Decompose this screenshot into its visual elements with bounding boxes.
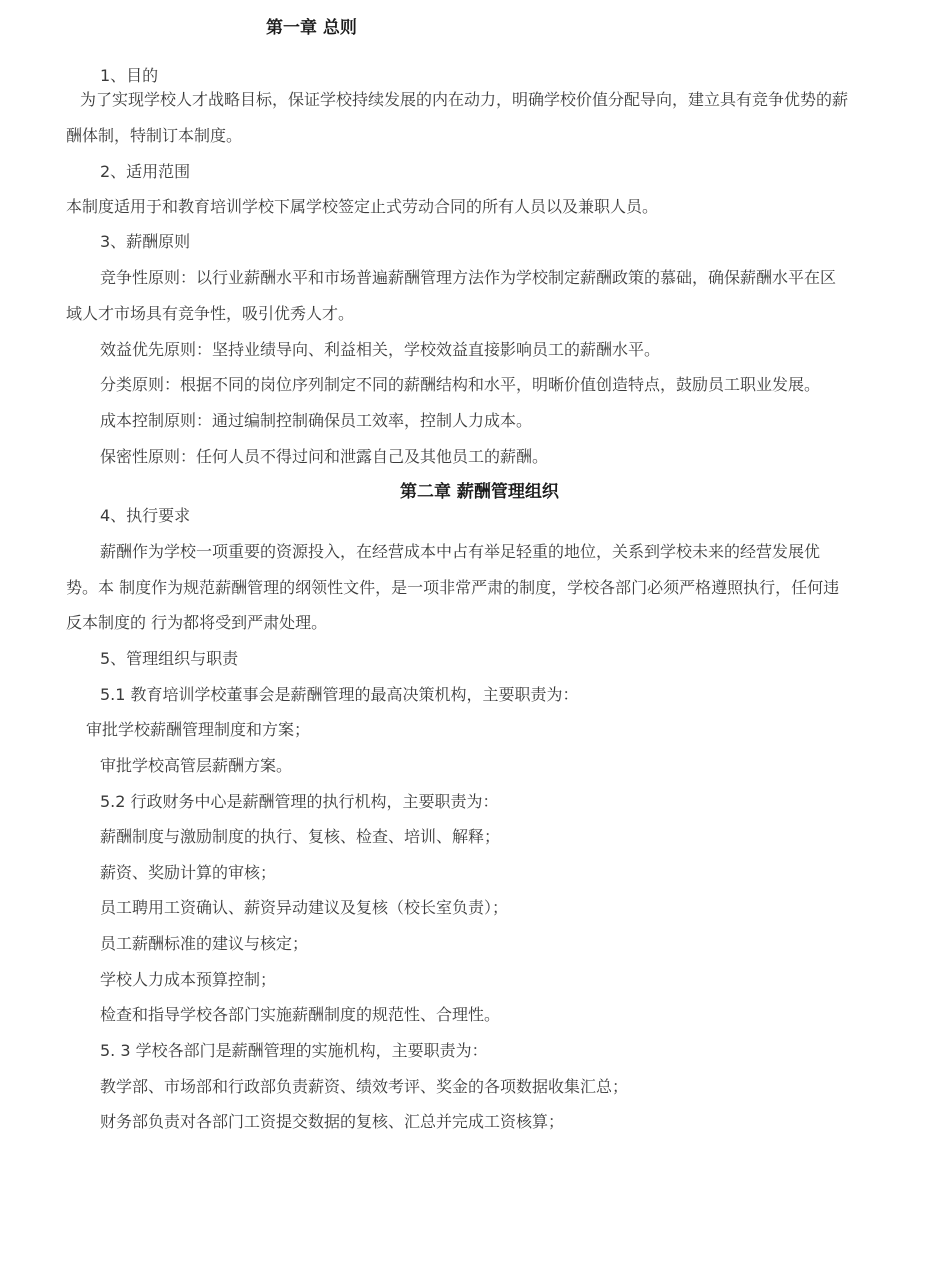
section-5-2-item-e: 学校人力成本预算控制； [100,970,277,989]
section-5-2-item-b: 薪资、奖励计算的审核； [100,863,277,882]
section-5-2-heading: 5.2 行政财务中心是薪酬管理的执行机构，主要职责为： [100,792,499,811]
section-5-1-item-b: 审批学校高管层薪酬方案。 [100,756,293,775]
section-5-1-item-a: 审批学校薪酬管理制度和方案； [86,720,311,739]
principle-competitive-line-2: 域人才市场具有竞争性，吸引优秀人才。 [66,304,355,323]
section-1-paragraph-line-1: 为了实现学校人才战略目标，保证学校持续发展的内在动力，明确学校价值分配导向，建立具有竞争优势的薪 [80,90,849,109]
section-4-title: 4、执行要求 [100,506,191,525]
section-2-paragraph: 本制度适用于和教育培训学校下属学校签定止式劳动合同的所有人员以及兼职人员。 [66,197,659,216]
section-1-paragraph-line-2: 酬体制，特制订本制度。 [66,126,243,145]
principle-confidentiality: 保密性原则：任何人员不得过问和泄露自己及其他员工的薪酬。 [100,447,549,466]
section-5-title: 5、管理组织与职责 [100,649,239,668]
principle-classification: 分类原则：根据不同的岗位序列制定不同的薪酬结构和水平，明晰价值创造特点，鼓励员工职业发展。 [100,375,821,394]
section-5-1-heading: 5.1 教育培训学校董事会是薪酬管理的最高决策机构，主要职责为： [100,685,579,704]
section-1-title: 1、目的 [100,66,159,85]
section-5-2-item-c: 员工聘用工资确认、薪资异动建议及复核（校长室负责）； [100,898,509,917]
principle-efficiency: 效益优先原则：坚持业绩导向、利益相关，学校效益直接影响员工的薪酬水平。 [100,340,661,359]
section-5-3-item-b: 财务部负责对各部门工资提交数据的复核、汇总并完成工资核算； [100,1112,565,1131]
section-4-paragraph-line-3: 反本制度的 行为都将受到严肃处理。 [66,613,328,632]
section-5-2-item-a: 薪酬制度与激励制度的执行、复核、检查、培训、解释； [100,827,501,846]
chapter-1-title: 第一章 总则 [266,18,357,38]
chapter-2-title: 第二章 薪酬管理组织 [400,482,559,502]
section-3-title: 3、薪酬原则 [100,232,191,251]
section-2-title: 2、适用范围 [100,162,191,181]
section-4-paragraph-line-2: 势。本 制度作为规范薪酬管理的纲领性文件，是一项非常严肃的制度，学校各部门必须严格遵照执行，任何违 [66,578,840,597]
section-4-paragraph-line-1: 薪酬作为学校一项重要的资源投入，在经营成本中占有举足轻重的地位，关系到学校未来的经营发展优 [100,542,821,561]
principle-competitive-line-1: 竞争性原则：以行业薪酬水平和市场普遍薪酬管理方法作为学校制定薪酬政策的慕础，确保薪酬水平在区 [100,268,837,287]
section-5-3-item-a: 教学部、市场部和行政部负责薪资、绩效考评、奖金的各项数据收集汇总； [100,1077,629,1096]
section-5-3-heading: 5. 3 学校各部门是薪酬管理的实施机构，主要职责为： [100,1041,488,1060]
section-5-2-item-f: 检查和指导学校各部门实施薪酬制度的规范性、合理性。 [100,1005,501,1024]
principle-cost-control: 成本控制原则：通过编制控制确保员工效率，控制人力成本。 [100,411,533,430]
section-5-2-item-d: 员工薪酬标准的建议与核定； [100,934,309,953]
